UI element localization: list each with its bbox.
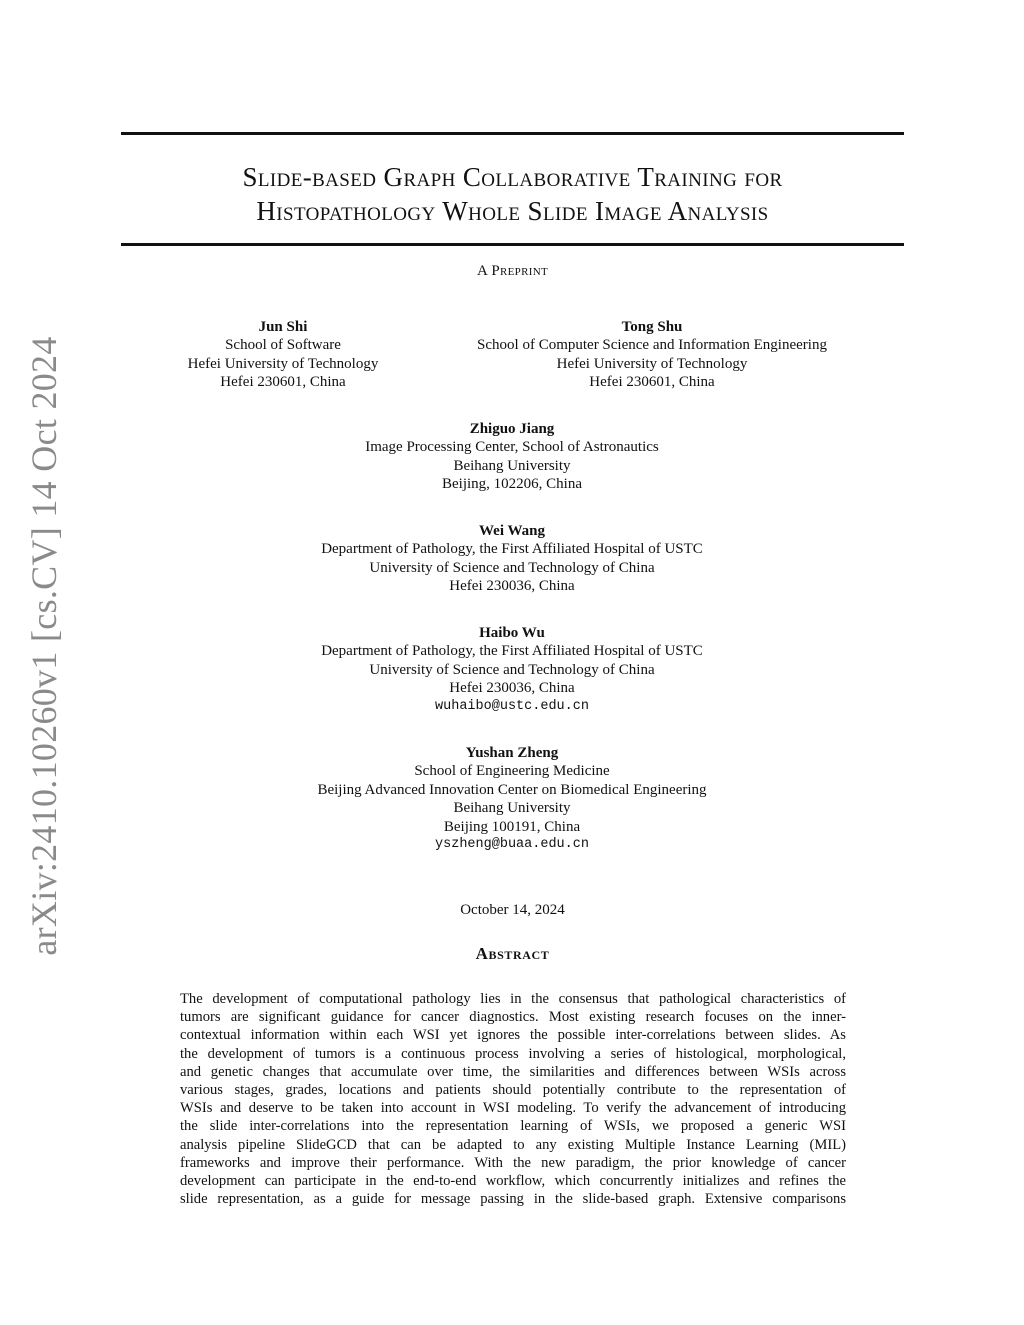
author-affiliation-line: Hefei 230036, China: [449, 680, 575, 697]
author-affiliation-line: Beijing Advanced Innovation Center on Biomedical Engineering: [317, 781, 707, 798]
author-email-link[interactable]: wuhaibo@ustc.edu.cn: [435, 698, 589, 714]
abstract-line: slide representation, as a guide for message passing in the slide-based graph. Extensive comparisons: [180, 1191, 846, 1208]
author-block-haibo-wu: [212, 624, 812, 716]
author-block-jun-shi: [138, 318, 428, 392]
author-name: Jun Shi: [258, 319, 308, 335]
preprint-label: A Preprint: [477, 263, 548, 279]
author-affiliation-line: Image Processing Center, School of Astronautics: [365, 439, 659, 456]
abstract-line: development can participate in the end-to-end workflow, which concurrently initializes and refines the: [180, 1173, 846, 1190]
abstract-line: WSIs and deserve to be taken into account in WSI modeling. To verify the advancement of introducing: [180, 1100, 846, 1117]
abstract-line: the slide inter-correlations into the representation learning of WSIs, we proposed a generic WSI: [180, 1118, 846, 1135]
author-name: Zhiguo Jiang: [469, 421, 555, 437]
author-name: Tong Shu: [621, 319, 683, 335]
abstract-line: and genetic changes that accumulate over time, the similarities and differences between WSIs across: [180, 1063, 846, 1080]
author-name: Wei Wang: [479, 523, 545, 539]
abstract-heading: Abstract: [475, 944, 550, 963]
abstract-line: the development of tumors is a continuous process involving a series of histological, morphological,: [180, 1045, 846, 1062]
author-affiliation-line: Hefei University of Technology: [556, 355, 748, 372]
paper-title: [121, 160, 904, 228]
author-affiliation-line: Hefei University of Technology: [187, 355, 379, 372]
author-block-zhiguo-jiang: [212, 420, 812, 494]
author-affiliation-line: Hefei 230601, China: [589, 374, 715, 391]
author-affiliation-line: School of Software: [225, 337, 341, 354]
abstract-line: The development of computational pathology lies in the consensus that pathological characteristics of: [180, 991, 846, 1007]
abstract-line: frameworks and improve their performance. With the new paradigm, the prior knowledge of cancer: [180, 1154, 846, 1171]
paper-title-line-1: Slide-based Graph Collaborative Training for: [242, 162, 783, 192]
author-affiliation-line: Department of Pathology, the First Affiliated Hospital of USTC: [321, 541, 703, 558]
author-email-link[interactable]: yszheng@buaa.edu.cn: [435, 837, 589, 853]
author-affiliation-line: Hefei 230601, China: [220, 374, 346, 391]
abstract-line: various stages, grades, locations and patients should potentially contribute to the representation of: [180, 1082, 846, 1099]
author-affiliation-line: University of Science and Technology of China: [369, 559, 655, 576]
arxiv-identifier-stamp: arXiv:2410.10260v1 [cs.CV] 14 Oct 2024: [24, 336, 64, 956]
author-affiliation-line: School of Computer Science and Information Engineering: [477, 337, 827, 354]
abstract-line: contextual information within each WSI yet ignores the possible inter-correlations between slides. As: [180, 1027, 846, 1044]
author-affiliation-line: Beijing, 102206, China: [442, 476, 582, 493]
author-block-tong-shu: [440, 318, 864, 392]
abstract-line: tumors are significant guidance for cancer diagnostics. Most existing research focuses on the inner-: [180, 1009, 846, 1026]
author-affiliation-line: Beijing 100191, China: [443, 818, 581, 835]
author-affiliation-line: Department of Pathology, the First Affiliated Hospital of USTC: [321, 643, 703, 660]
publication-date: October 14, 2024: [460, 902, 565, 918]
author-affiliation-line: University of Science and Technology of China: [369, 661, 655, 678]
title-top-rule: [121, 132, 904, 135]
author-affiliation-line: School of Engineering Medicine: [414, 763, 610, 780]
paper-title-line-2: Histopathology Whole Slide Image Analysis: [256, 196, 769, 226]
abstract-body: [180, 990, 846, 1208]
author-affiliation-line: Hefei 230036, China: [449, 578, 575, 595]
author-name: Yushan Zheng: [465, 745, 559, 761]
author-block-yushan-zheng: [212, 744, 812, 854]
author-affiliation-line: Beihang University: [453, 800, 571, 817]
author-block-wei-wang: [212, 522, 812, 596]
author-affiliation-line: Beihang University: [453, 457, 571, 474]
abstract-line: analysis pipeline SlideGCD that can be adapted to any existing Multiple Instance Learning (MIL): [180, 1136, 846, 1153]
title-bottom-rule: [121, 243, 904, 246]
author-name: Haibo Wu: [479, 625, 545, 641]
